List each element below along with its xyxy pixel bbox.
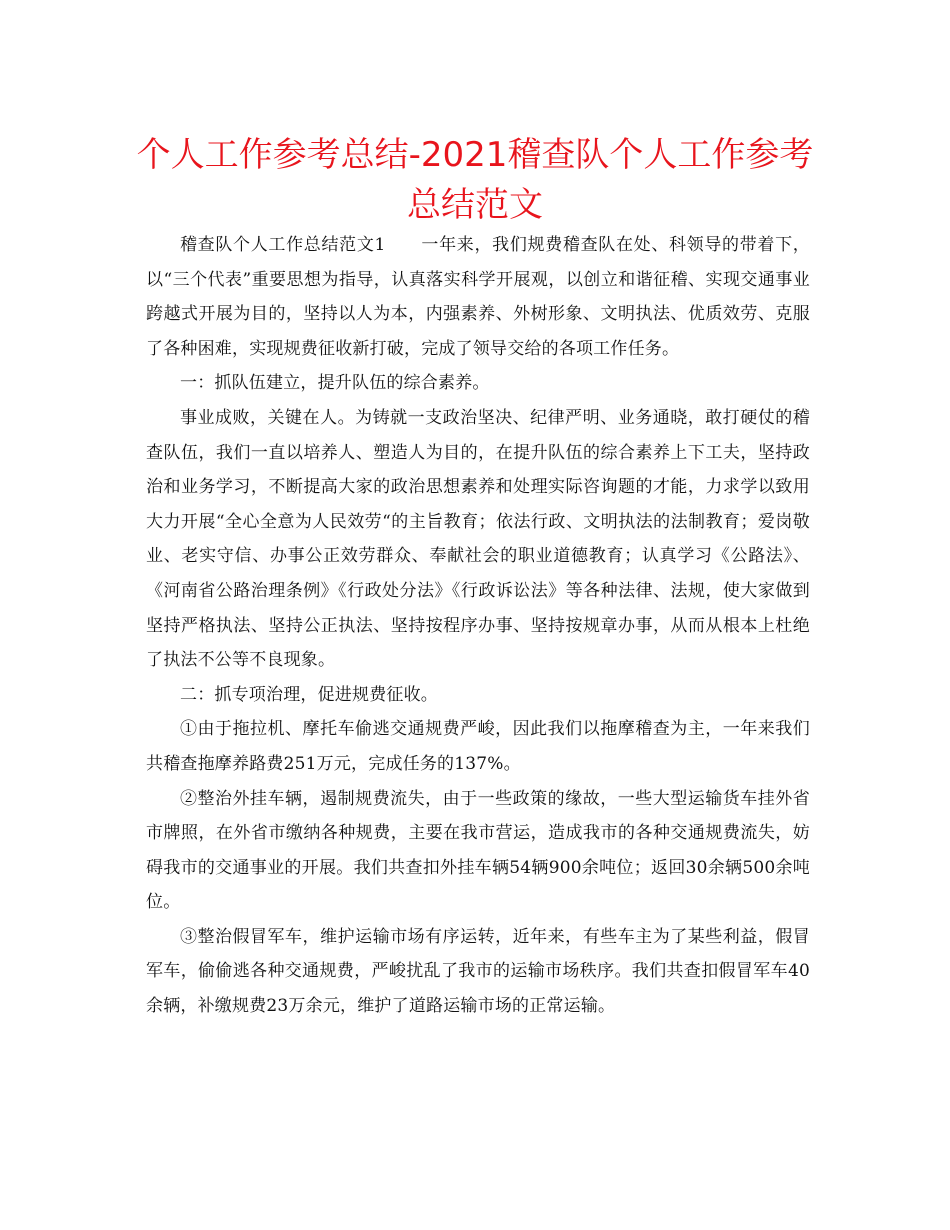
paragraph-item-2: ②整治外挂车辆，遏制规费流失，由于一些政策的缘故，一些大型运输货车挂外省市牌照，在外省市缴纳各种规费，主要在我市营运，造成我市的各种交通规费流失，妨碍我市的交通事业的开展。我们共查扣外挂车辆54辆900余吨位；返回30余辆500余吨位。 [146,788,810,913]
section-heading-2: 二：抓专项治理，促进规费征收。 [180,684,438,705]
document-body [146,228,810,1024]
paragraph-item-3: ③整治假冒军车，维护运输市场有序运转，近年来，有些车主为了某些利益，假冒军车，偷偷逃各种交通规费，严峻扰乱了我市的运输市场秩序。我们共查扣假冒军车40余辆，补缴规费23万余元，维护了道路运输市场的正常运输。 [146,926,810,1017]
document-title: 个人工作参考总结-2021稽查队个人工作参考总结范文 [136,135,814,225]
paragraph-intro: 稽查队个人工作总结范文1 一年来，我们规费稽查队在处、科领导的带着下，以“三个代表”重要思想为指导，认真落实科学开展观，以创立和谐征稽、实现交通事业跨越式开展为目的，坚持以人为本，内强素养、外树形象、文明执法、优质效劳、克服了各种困难，实现规费征收新打破，完成了领导交给的各项工作任务。 [146,235,810,359]
paragraph-item-1: ①由于拖拉机、摩托车偷逃交通规费严峻，因此我们以拖摩稽查为主，一年来我们共稽查拖摩养路费251万元，完成任务的137%。 [146,719,810,774]
paragraph-team-building: 事业成败，关键在人。为铸就一支政治坚决、纪律严明、业务通晓，敢打硬仗的稽查队伍，我们一直以培养人、塑造人为目的，在提升队伍的综合素养上下工夫，坚持政治和业务学习，不断提高大家的政治思想素养和处理实际咨询题的才能，力求学以致用大力开展“全心全意为人民效劳“的主旨教育；依法行政、文明执法的法制教育；爱岗敬业、老实守信、办事公正效劳群众、奉献社会的职业道德教育；认真学习《公路法》、《河南省公路治理条例》《行政处分法》《行政诉讼法》等各种法律、法规，使大家做到坚持严格执法、坚持公正执法、坚持按程序办事、坚持按规章办事，从而从根本上杜绝了执法不公等不良现象。 [146,407,810,671]
section-heading-1: 一：抓队伍建立，提升队伍的综合素养。 [180,373,490,394]
